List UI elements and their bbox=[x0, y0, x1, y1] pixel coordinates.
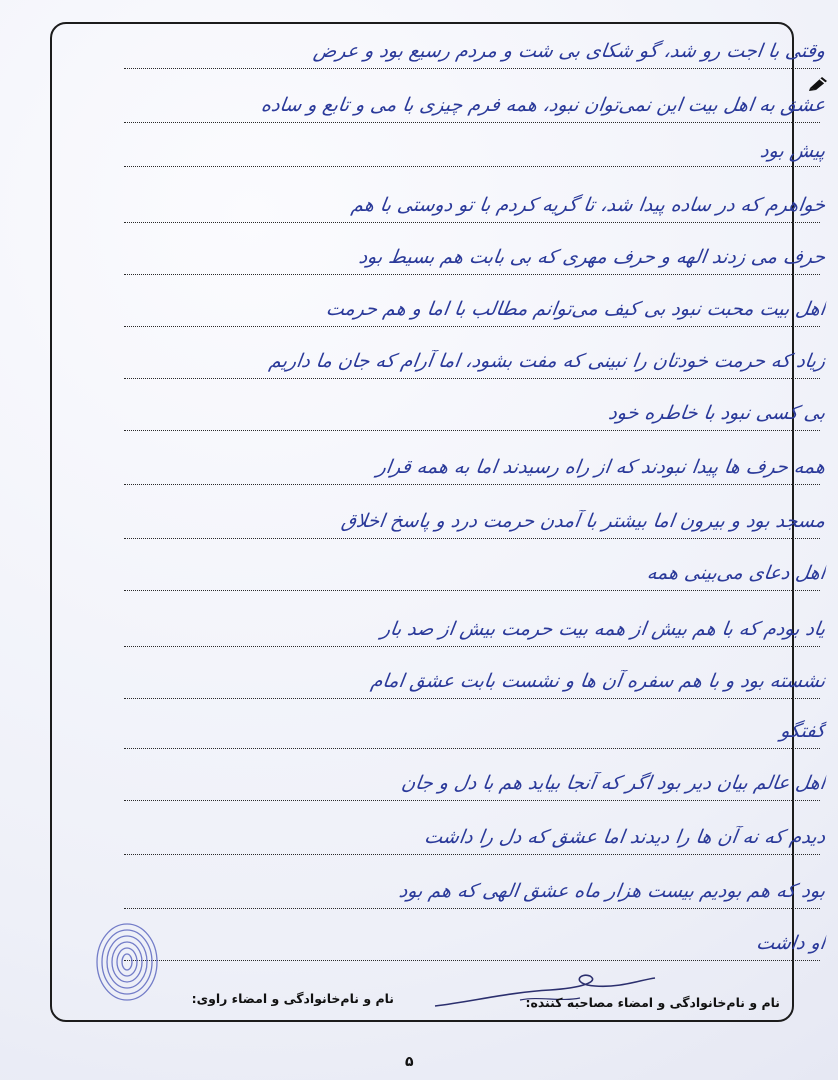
handwritten-line: بود که هم بودیم بیست هزار ماه عشق الهی که هم بود bbox=[397, 880, 827, 902]
handwritten-line: مسجد بود و بیرون اما بیشتر با آمدن حرمت درد و پاسخ اخلاق bbox=[339, 510, 827, 532]
handwritten-line: اهل بیت محبت نبود بی کیف می‌توانم مطالب با اما و هم حرمت bbox=[324, 298, 827, 320]
handwritten-line: عشق به اهل بیت این نمی‌توان نبود، همه فرم چیزی با می و تابع و ساده bbox=[259, 94, 827, 116]
interviewer-signature-label: نام و نام‌خانوادگی و امضاء مصاحبه کننده: bbox=[525, 995, 780, 1010]
ruled-lines bbox=[124, 24, 827, 1024]
narrator-signature-label: نام و نام‌خانوادگی و امضاء راوی: bbox=[191, 991, 394, 1006]
page-number: ۵ bbox=[405, 1054, 414, 1070]
handwritten-line: وقتی با اجت رو شد، گو شکای بی شت و مردم رسیع بود و عرض bbox=[312, 40, 827, 62]
handwritten-line: یاد بودم که با هم بیش از همه بیت حرمت بیش از صد بار bbox=[379, 618, 827, 640]
handwritten-line: او داشت bbox=[754, 932, 827, 954]
handwritten-line: نشسته بود و با هم سفره آن ها و نشست بابت عشق امام bbox=[369, 670, 827, 692]
handwritten-line: دیدم که نه آن ها را دیدند اما عشق که دل را داشت bbox=[422, 826, 827, 848]
handwritten-line: همه حرف ها پیدا نبودند که از راه رسیدند اما به همه قرار bbox=[375, 456, 827, 478]
handwritten-line: اهل عالم بیان دیر بود اگر که آنجا بیاید هم با دل و جان bbox=[399, 772, 827, 794]
handwritten-line: پیش بود bbox=[758, 140, 827, 162]
handwritten-line: حرف می زدند الهه و حرف مهری که بی بابت هم بسیط بود bbox=[357, 246, 827, 268]
handwritten-line: خواهرم که در ساده پیدا شد، تا گریه کردم با تو دوستی با هم bbox=[349, 194, 827, 216]
page-frame bbox=[50, 22, 827, 1022]
signature-footer bbox=[50, 985, 794, 1015]
handwritten-line: بی کسی نبود با خاطره خود bbox=[607, 402, 827, 424]
handwritten-line: اهل دعای می‌بینی همه bbox=[645, 562, 827, 584]
handwritten-line: گفتگو bbox=[779, 720, 827, 742]
handwritten-line: زیاد که حرمت خودتان را نبینی که مفت بشود، اما آرام که جان ما داریم bbox=[267, 350, 827, 372]
